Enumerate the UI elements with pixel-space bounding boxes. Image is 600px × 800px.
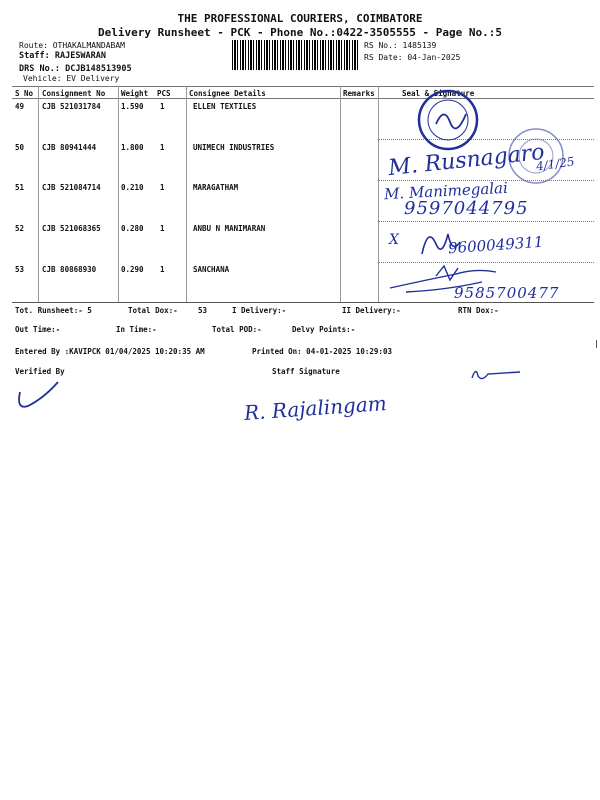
staff-value: RAJESWARAN [54,51,107,61]
total-dox-value: 53 [198,306,208,315]
verified-checkmark [14,378,64,412]
table-top-rule [12,86,594,87]
initials-scribble [468,364,524,384]
in-time-label: In Time:- [116,325,157,334]
handwritten-phone-row52: 9600049311 [447,232,544,258]
route-value: OTHAKALMANDABAM [52,41,125,50]
delvy-points-label: Delvy Points:- [292,325,356,334]
cell-pcs: 1 [160,265,165,274]
handwritten-phone-row53: 9585700477 [454,284,560,302]
rs-no-value: 1485139 [402,41,437,50]
total-dox-label: Total Dox:- [128,306,178,315]
col-divider [38,86,39,302]
handwritten-name-row50: M. Rusnagaro [387,139,546,182]
cell-consignment: CJB 521084714 [42,183,101,192]
rs-date-label: RS Date: [364,53,403,62]
handwritten-date-row50: 4/1/25 [535,154,576,174]
col-header-weight: Weight [121,89,149,98]
vehicle-line [23,74,119,83]
ii-delivery-label: II Delivery:- [342,306,401,315]
cell-sno: 53 [15,265,25,274]
verified-by-label: Verified By [15,367,65,376]
cell-pcs: 1 [160,102,165,111]
out-time-label: Out Time:- [15,325,61,334]
cell-consignee: ELLEN TEXTILES [193,102,257,111]
staff-signature: R. Rajalingam [243,391,388,425]
cell-weight: 0.280 [121,224,144,233]
cell-weight: 1.800 [121,143,144,152]
cell-consignee: MARAGATHAM [193,183,239,192]
cell-sno: 50 [15,143,25,152]
drs-value: DCJB148513905 [65,64,132,74]
cell-pcs: 1 [160,143,165,152]
col-header-remarks: Remarks [343,89,375,98]
col-header-sno: S No [15,89,34,98]
cell-pcs: 1 [160,224,165,233]
rtn-dox-label: RTN Dox:- [458,306,499,315]
total-runsheet-value: 5 [87,306,92,315]
cell-consignee: UNIMECH INDUSTRIES [193,143,275,152]
col-header-consignment: Consignment No [42,89,106,98]
drs-label: DRS No.: [19,64,60,74]
col-header-pcs: PCS [157,89,171,98]
rs-date-line [364,53,460,62]
barcode-image [232,40,358,70]
route-line [19,41,125,50]
rs-no-label: RS No.: [364,41,398,50]
vehicle-label: Vehicle: [23,74,62,83]
company-title: THE PROFESSIONAL COURIERS, COIMBATORE [177,12,423,25]
col-header-consignee: Consignee Details [189,89,266,98]
i-delivery-label: I Delivery:- [232,306,287,315]
cell-weight: 0.290 [121,265,144,274]
col-divider [340,86,341,302]
handwritten-name-row51: M. Manimegalai [383,178,509,204]
edge-mark [596,340,597,348]
row-rule [378,221,594,222]
total-runsheet [15,306,92,315]
handwritten-mark-row52: X [389,232,399,248]
cell-consignment: CJB 521031784 [42,102,101,111]
cell-consignment: CJB 80941444 [42,143,97,152]
table-bottom-rule [12,302,594,303]
rs-no-line [364,41,436,50]
drs-line [19,64,132,74]
entered-by: Entered By :KAVIPCK 01/04/2025 10:20:35 AM [15,347,205,356]
cell-sno: 52 [15,224,25,233]
company-seal-stamp [416,88,480,152]
col-header-seal-signature: Seal & Signature [402,89,475,98]
total-runsheet-label: Tot. Runsheet:- [15,306,83,315]
col-divider [378,86,379,302]
cell-sno: 51 [15,183,25,192]
staff-signature-label: Staff Signature [272,367,340,376]
total-pod-label: Total POD:- [212,325,262,334]
col-divider [118,86,119,302]
cell-consignee: ANBU N MANIMARAN [193,224,266,233]
table-header-rule [12,98,594,99]
cell-sno: 49 [15,102,25,111]
printed-on: Printed On: 04-01-2025 10:29:03 [252,347,392,356]
cell-consignment: CJB 80868930 [42,265,97,274]
route-label: Route: [19,41,48,50]
cell-pcs: 1 [160,183,165,192]
staff-line [19,51,106,61]
cell-consignment: CJB 521068365 [42,224,101,233]
runsheet-subtitle: Delivery Runsheet - PCK - Phone No.:0422-3505555 - Page No.:5 [98,26,502,39]
col-divider [186,86,187,302]
staff-label: Staff: [19,51,50,61]
handwritten-phone-row51: 9597044795 [404,198,529,219]
cell-weight: 1.590 [121,102,144,111]
cell-weight: 0.210 [121,183,144,192]
rs-date-value: 04-Jan-2025 [407,53,461,62]
vehicle-value: EV Delivery [66,74,120,83]
cell-consignee: SANCHANA [193,265,230,274]
